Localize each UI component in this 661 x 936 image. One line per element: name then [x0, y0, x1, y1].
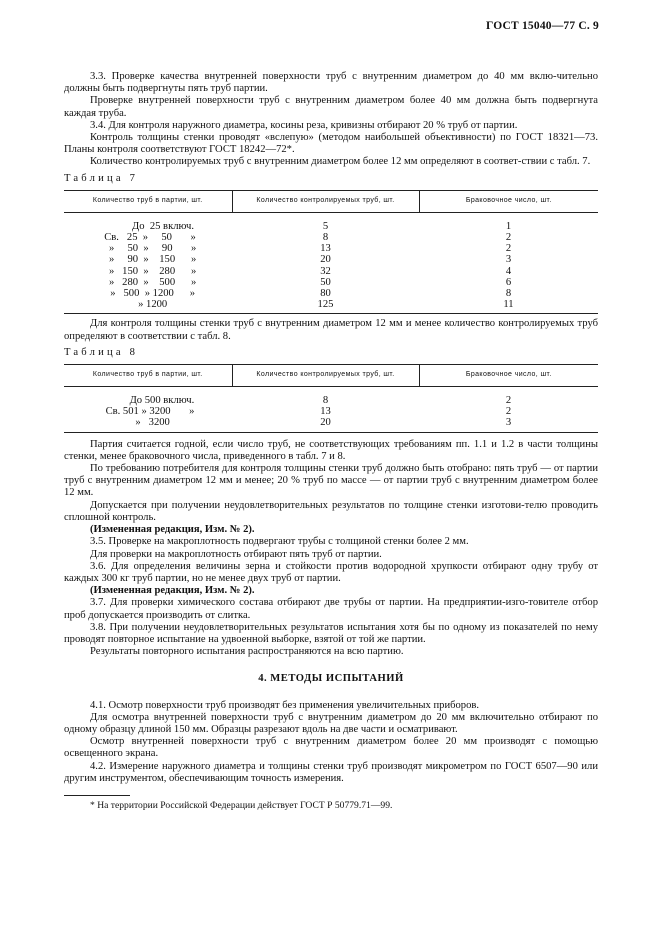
- table-8-header-lot: Количество труб в партии, шт.: [64, 365, 232, 387]
- table-row: [64, 232, 598, 243]
- range-cell: » 500 » 1200 »: [104, 288, 196, 300]
- section-4-title: 4. МЕТОДЫ ИСПЫТАНИЙ: [258, 673, 404, 685]
- paragraph: Для осмотра внутренней поверхности труб с внутренним диаметром до 20 мм включительно отбирают по одному образцу длиной 150 мм. Образцы разрезают вдоль на две части и осматривают.: [64, 711, 598, 735]
- footnote: * На территории Российской Федерации действует ГОСТ Р 50779.71—99.: [90, 799, 393, 811]
- controlled-cell: 5: [322, 220, 329, 232]
- paragraph-4-2: 4.2. Измерение наружного диаметра и толщины стенки труб производят микрометром по ГОСТ 6507—90 или другим инструментом, обеспечивающим точность измерения.: [64, 760, 598, 784]
- controlled-cell: 50: [320, 276, 331, 288]
- controlled-cell: 8: [322, 232, 329, 244]
- reject-cell: 2: [505, 406, 512, 418]
- controlled-cell: 80: [320, 288, 331, 300]
- paragraph-3-4: 3.4. Для контроля наружного диаметра, косины реза, кривизны отбирают 20 % труб от партии.: [90, 119, 518, 131]
- paragraph: Для проверки на макроплотность отбирают пять труб от партии.: [90, 548, 382, 560]
- range-cell: » 50 » 90 »: [103, 243, 197, 255]
- range-cell: » 90 » 150 »: [103, 254, 197, 266]
- paragraph: Контроль толщины стенки проводят «вслепую» (методом наибольшей объективности) по ГОСТ 18321—73. Планы контроля соответствуют ГОСТ 18242—72*.: [64, 132, 598, 156]
- reject-cell: 2: [505, 395, 512, 407]
- paragraph: Количество контролируемых труб с внутренним диаметром более 12 мм определяют в соответ-ствии с табл. 7.: [90, 156, 591, 168]
- table-row: [64, 417, 598, 432]
- paragraph-4-1: 4.1. Осмотр поверхности труб производят без применения увеличительных приборов.: [90, 699, 480, 711]
- reject-cell: 8: [505, 288, 512, 300]
- table-8: [64, 364, 598, 433]
- range-cell: » 3200: [64, 417, 232, 432]
- range-cell: До 500 включ.: [105, 395, 195, 407]
- reject-cell: 6: [505, 276, 512, 288]
- reject-cell: 3: [505, 254, 512, 266]
- reject-cell: 2: [505, 232, 512, 244]
- reject-cell: 2: [505, 243, 512, 255]
- table-7: [64, 190, 598, 315]
- table-row: [64, 288, 598, 299]
- table-row: [64, 277, 598, 288]
- table-row: [64, 212, 598, 232]
- controlled-cell: 20: [232, 417, 419, 432]
- amendment-note: (Измененная редакция, Изм. № 2).: [90, 585, 255, 597]
- range-cell: » 150 » 280 »: [103, 265, 197, 277]
- table-row: [64, 266, 598, 277]
- table-7-header-controlled: Количество контролируемых труб, шт.: [232, 190, 419, 212]
- paragraph: Результаты повторного испытания распространяются на всю партию.: [90, 646, 404, 658]
- paragraph: По требованию потребителя для контроля толщины стенки труб должно быть отобрано: пять труб — от партии труб с внутренним диаметром 12 мм и менее; 20 % труб по массе — от партии труб с внутренним диаметром более 12 мм.: [64, 463, 598, 499]
- page-body: [64, 71, 598, 812]
- table-8-header-controlled: Количество контролируемых труб, шт.: [232, 365, 419, 387]
- paragraph: Осмотр внутренней поверхности труб с внутренним диаметром более 20 мм производят с помощью освещенного экрана.: [64, 736, 598, 760]
- table-row: [64, 387, 598, 407]
- table-7-header-lot: Количество труб в партии, шт.: [64, 190, 232, 212]
- reject-cell: 3: [419, 417, 598, 432]
- table-row: [64, 243, 598, 254]
- paragraph: Партия считается годной, если число труб, не соответствующих требованиям пп. 1.1 и 1.2 в части толщины стенки, менее браковочного числа, приведенного в табл. 7 и 8.: [64, 438, 598, 462]
- controlled-cell: 8: [322, 395, 329, 407]
- table-row: [64, 299, 598, 314]
- paragraph-3-6: 3.6. Для определения величины зерна и стойкости против водородной хрупкости отбирают одну трубу от каждых 300 кг труб партии, но не менее двух труб от партии.: [64, 560, 598, 584]
- reject-cell: 11: [419, 299, 598, 314]
- paragraph: Допускается при получении неудовлетворительных результатов по толщине стенки изготови-телю проводить сплошной контроль.: [64, 499, 598, 523]
- table-8-header-reject: Браковочное число, шт.: [419, 365, 598, 387]
- paragraph-3-7: 3.7. Для проверки химического состава отбирают две трубы от партии. На предприятии-изго-товителе отбор проб допускается производить от слитка.: [64, 597, 598, 621]
- table-row: [64, 254, 598, 265]
- page-header: ГОСТ 15040—77 С. 9: [486, 20, 599, 32]
- table-7-caption: Таблица 7: [64, 172, 139, 184]
- table-row: [64, 406, 598, 417]
- amendment-note: (Измененная редакция, Изм. № 2).: [90, 524, 255, 536]
- controlled-cell: 13: [320, 243, 331, 255]
- controlled-cell: 13: [320, 406, 331, 418]
- reject-cell: 1: [505, 220, 512, 232]
- paragraph-3-3: 3.3. Проверке качества внутренней поверхности труб с внутренним диаметром до 40 мм вклю-чительно должны быть подвергнуты пять труб партии.: [64, 71, 598, 95]
- reject-cell: 4: [505, 265, 512, 277]
- paragraph-3-5: 3.5. Проверке на макроплотность подвергают трубы с толщиной стенки более 2 мм.: [90, 536, 469, 548]
- controlled-cell: 32: [320, 265, 331, 277]
- range-cell: Св. 25 » 50 »: [104, 232, 196, 244]
- range-cell: » 280 » 500 »: [103, 276, 197, 288]
- controlled-cell: 20: [320, 254, 331, 266]
- table-7-header-reject: Браковочное число, шт.: [419, 190, 598, 212]
- controlled-cell: 125: [232, 299, 419, 314]
- range-cell: » 1200: [64, 299, 232, 314]
- paragraph: Проверке внутренней поверхности труб с внутренним диаметром более 40 мм должна быть подвергнута каждая труба.: [64, 95, 598, 119]
- footnote-divider: [64, 795, 130, 796]
- range-cell: До 25 включ.: [132, 220, 194, 232]
- table-8-caption: Таблица 8: [64, 346, 139, 358]
- range-cell: Св. 501 » 3200 »: [105, 406, 195, 418]
- paragraph-3-8: 3.8. При получении неудовлетворительных результатов испытания хотя бы по одному из показателей по нему проводят повторное испытание на удвоенной выборке, взятой от той же партии.: [64, 621, 598, 645]
- paragraph: Для контроля толщины стенки труб с внутренним диаметром 12 мм и менее количество контролируемых труб определяют в соответствии с табл. 8.: [64, 318, 598, 342]
